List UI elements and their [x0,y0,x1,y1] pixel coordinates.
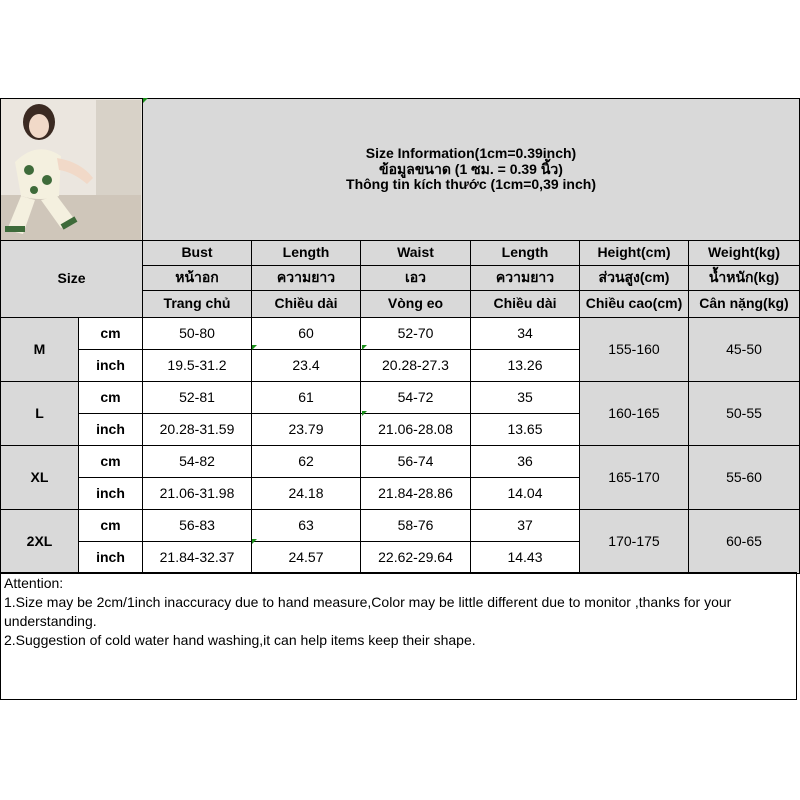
weight-value: 60-65 [689,510,800,574]
value-cell: 21.06-28.08 [361,414,471,446]
title-block [143,99,800,241]
value-cell: 35 [471,382,580,414]
corner-mark [252,345,257,350]
value-cell: 37 [471,510,580,542]
column-header-waist-en: Waist [361,241,471,266]
value-cell: 54-82 [143,446,252,478]
value-cell: 13.26 [471,350,580,382]
weight-value: 45-50 [689,318,800,382]
height-value: 160-165 [580,382,689,446]
value-cell: 13.65 [471,414,580,446]
value-cell: 62 [252,446,361,478]
column-header-length2-th: ความยาว [471,266,580,291]
unit-label-inch: inch [79,478,143,510]
value-cell: 63 [252,510,361,542]
unit-label-inch: inch [79,414,143,446]
size-label-2xl: 2XL [1,510,79,574]
size-label-l: L [1,382,79,446]
value-cell: 22.62-29.64 [361,542,471,574]
size-label-m: M [1,318,79,382]
column-header-length-en: Length [252,241,361,266]
column-header-height-vi: Chiều cao(cm) [580,291,689,318]
corner-mark [143,98,148,103]
attention-note-1: 1.Size may be 2cm/1inch inaccuracy due to hand measure,Color may be little different due to monitor ,thanks for your understanding. [4,594,732,629]
column-header-bust-th: หน้าอก [143,266,252,291]
product-photo [1,99,143,241]
value-cell: 54-72 [361,382,471,414]
value-cell: 20.28-27.3 [361,350,471,382]
value-cell: 52-81 [143,382,252,414]
value-cell: 19.5-31.2 [143,350,252,382]
column-header-bust-vi: Trang chủ [143,291,252,318]
title-thai: ข้อมูลขนาด (1 ซม. = 0.39 นิ้ว) [379,160,563,177]
column-header-weight-vi: Cân nặng(kg) [689,291,800,318]
height-value: 165-170 [580,446,689,510]
column-header-length-th: ความยาว [252,266,361,291]
value-cell: 21.84-28.86 [361,478,471,510]
value-cell: 61 [252,382,361,414]
column-header-height-en: Height(cm) [580,241,689,266]
attention-notes [0,572,797,700]
column-header-height-th: ส่วนสูง(cm) [580,266,689,291]
value-cell: 52-70 [361,318,471,350]
size-header: Size [1,241,143,318]
woman-in-pajamas-photo [1,100,141,240]
value-cell: 56-74 [361,446,471,478]
unit-label-inch: inch [79,542,143,574]
corner-mark [362,345,367,350]
column-header-length2-vi: Chiều dài [471,291,580,318]
value-cell: 21.84-32.37 [143,542,252,574]
height-value: 155-160 [580,318,689,382]
size-table [0,98,800,574]
unit-label-cm: cm [79,446,143,478]
column-header-waist-vi: Vòng eo [361,291,471,318]
column-header-bust-en: Bust [143,241,252,266]
value-cell: 56-83 [143,510,252,542]
weight-value: 50-55 [689,382,800,446]
value-cell: 23.4 [252,350,361,382]
value-cell: 20.28-31.59 [143,414,252,446]
value-cell: 60 [252,318,361,350]
size-label-xl: XL [1,446,79,510]
weight-value: 55-60 [689,446,800,510]
value-cell: 34 [471,318,580,350]
attention-note-2: 2.Suggestion of cold water hand washing,it can help items keep their shape. [4,632,476,648]
attention-heading: Attention: [4,575,64,591]
unit-label-inch: inch [79,350,143,382]
value-cell: 21.06-31.98 [143,478,252,510]
value-cell: 50-80 [143,318,252,350]
height-value: 170-175 [580,510,689,574]
value-cell: 58-76 [361,510,471,542]
unit-label-cm: cm [79,318,143,350]
column-header-length-vi: Chiều dài [252,291,361,318]
value-cell: 24.18 [252,478,361,510]
unit-label-cm: cm [79,510,143,542]
column-header-weight-en: Weight(kg) [689,241,800,266]
corner-mark [252,539,257,544]
value-cell: 14.43 [471,542,580,574]
unit-label-cm: cm [79,382,143,414]
column-header-weight-th: น้ำหนัก(kg) [689,266,800,291]
title-english: Size Information(1cm=0.39inch) [365,145,577,162]
value-cell: 23.79 [252,414,361,446]
value-cell: 36 [471,446,580,478]
title-vietnamese: Thông tin kích thước (1cm=0,39 inch) [346,176,596,193]
corner-mark [362,411,367,416]
column-header-length2-en: Length [471,241,580,266]
value-cell: 24.57 [252,542,361,574]
value-cell: 14.04 [471,478,580,510]
column-header-waist-th: เอว [361,266,471,291]
